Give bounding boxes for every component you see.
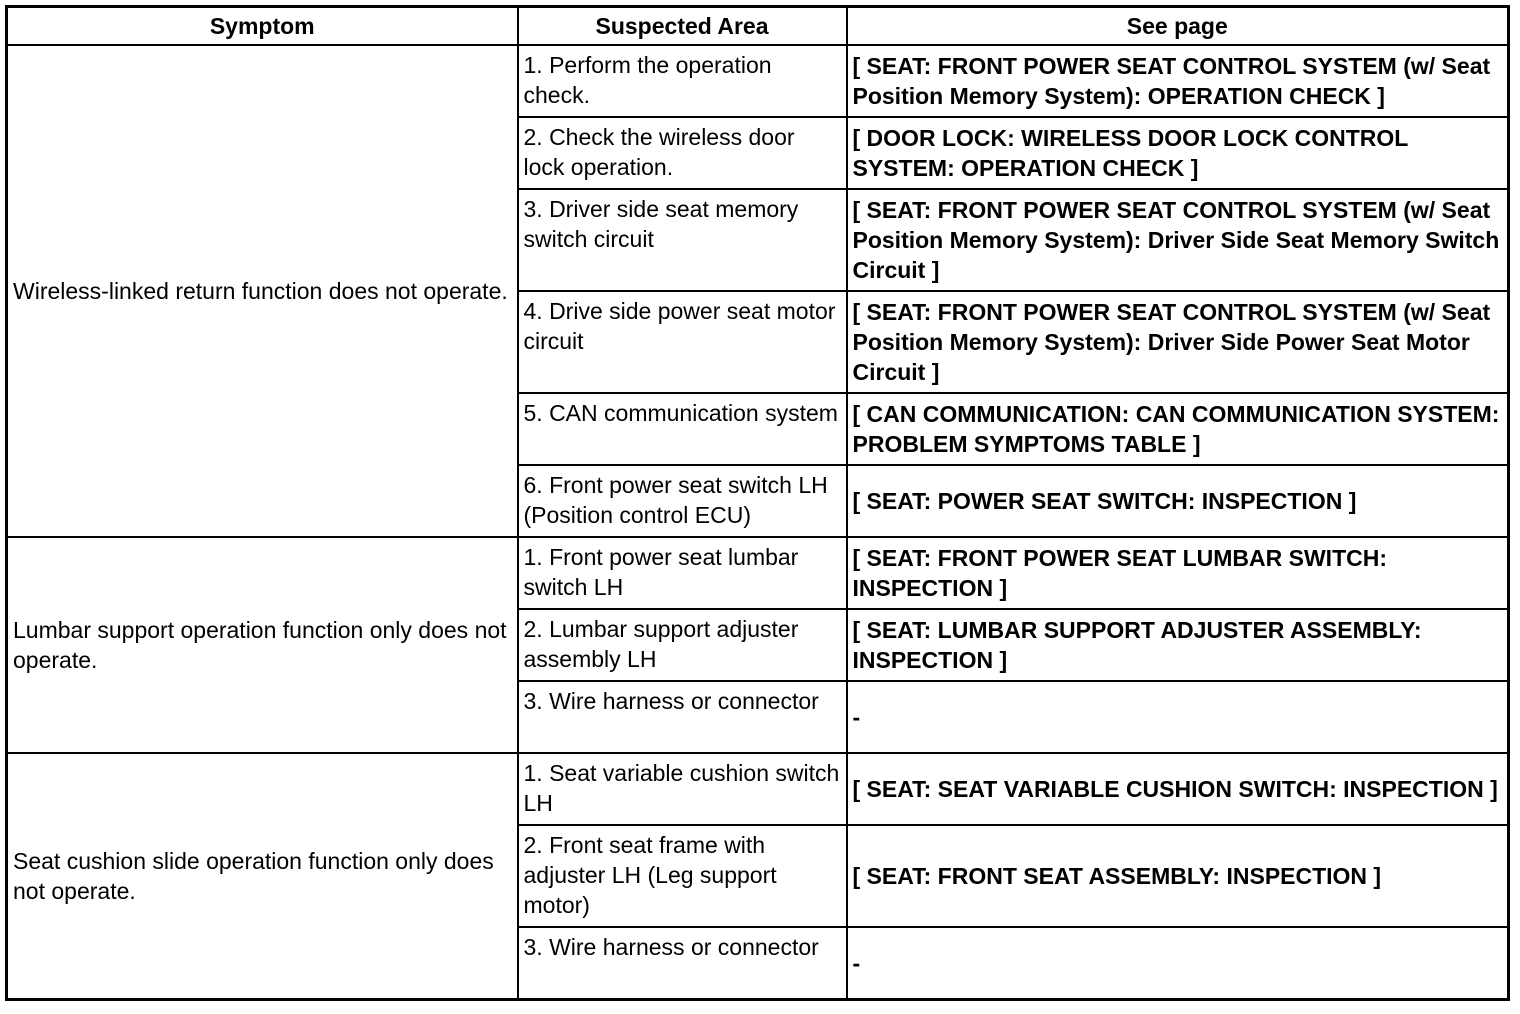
see-page-link[interactable]: [ SEAT: FRONT POWER SEAT CONTROL SYSTEM (w/ Seat Position Memory System): Driver Side Seat Memory Switch Circuit ] [847,189,1509,291]
suspected-area-cell: 5. CAN communication system [518,393,847,465]
see-page-link[interactable]: [ SEAT: FRONT POWER SEAT CONTROL SYSTEM (w/ Seat Position Memory System): OPERATION CHECK ] [847,45,1509,117]
suspected-area-cell: 1. Perform the operation check. [518,45,847,117]
suspected-area-cell: 2. Front seat frame with adjuster LH (Leg support motor) [518,825,847,927]
see-page-link[interactable]: [ SEAT: FRONT SEAT ASSEMBLY: INSPECTION ] [847,825,1509,927]
see-page-link[interactable]: [ SEAT: LUMBAR SUPPORT ADJUSTER ASSEMBLY: INSPECTION ] [847,609,1509,681]
see-page-cell: - [847,681,1509,753]
suspected-area-cell: 3. Wire harness or connector [518,927,847,1000]
suspected-area-cell: 3. Wire harness or connector [518,681,847,753]
see-page-cell: - [847,927,1509,1000]
header-see-page: See page [847,7,1509,46]
see-page-link[interactable]: [ DOOR LOCK: WIRELESS DOOR LOCK CONTROL SYSTEM: OPERATION CHECK ] [847,117,1509,189]
symptom-cell: Lumbar support operation function only does not operate. [7,537,518,753]
suspected-area-cell: 3. Driver side seat memory switch circuit [518,189,847,291]
see-page-link[interactable]: [ SEAT: POWER SEAT SWITCH: INSPECTION ] [847,465,1509,537]
suspected-area-cell: 6. Front power seat switch LH (Position control ECU) [518,465,847,537]
suspected-area-cell: 2. Lumbar support adjuster assembly LH [518,609,847,681]
symptom-cell: Wireless-linked return function does not operate. [7,45,518,537]
table-row [7,45,1509,117]
suspected-area-cell: 4. Drive side power seat motor circuit [518,291,847,393]
table-row [7,753,1509,825]
suspected-area-cell: 2. Check the wireless door lock operation. [518,117,847,189]
see-page-link[interactable]: [ SEAT: FRONT POWER SEAT LUMBAR SWITCH: INSPECTION ] [847,537,1509,609]
problem-symptoms-table [5,5,1510,1001]
symptom-cell: Seat cushion slide operation function only does not operate. [7,753,518,1000]
header-row [7,7,1509,46]
header-symptom: Symptom [7,7,518,46]
see-page-link[interactable]: [ CAN COMMUNICATION: CAN COMMUNICATION SYSTEM: PROBLEM SYMPTOMS TABLE ] [847,393,1509,465]
table-row [7,537,1509,609]
see-page-link[interactable]: [ SEAT: FRONT POWER SEAT CONTROL SYSTEM (w/ Seat Position Memory System): Driver Side Power Seat Motor Circuit ] [847,291,1509,393]
suspected-area-cell: 1. Front power seat lumbar switch LH [518,537,847,609]
see-page-link[interactable]: [ SEAT: SEAT VARIABLE CUSHION SWITCH: INSPECTION ] [847,753,1509,825]
suspected-area-cell: 1. Seat variable cushion switch LH [518,753,847,825]
header-suspected-area: Suspected Area [518,7,847,46]
